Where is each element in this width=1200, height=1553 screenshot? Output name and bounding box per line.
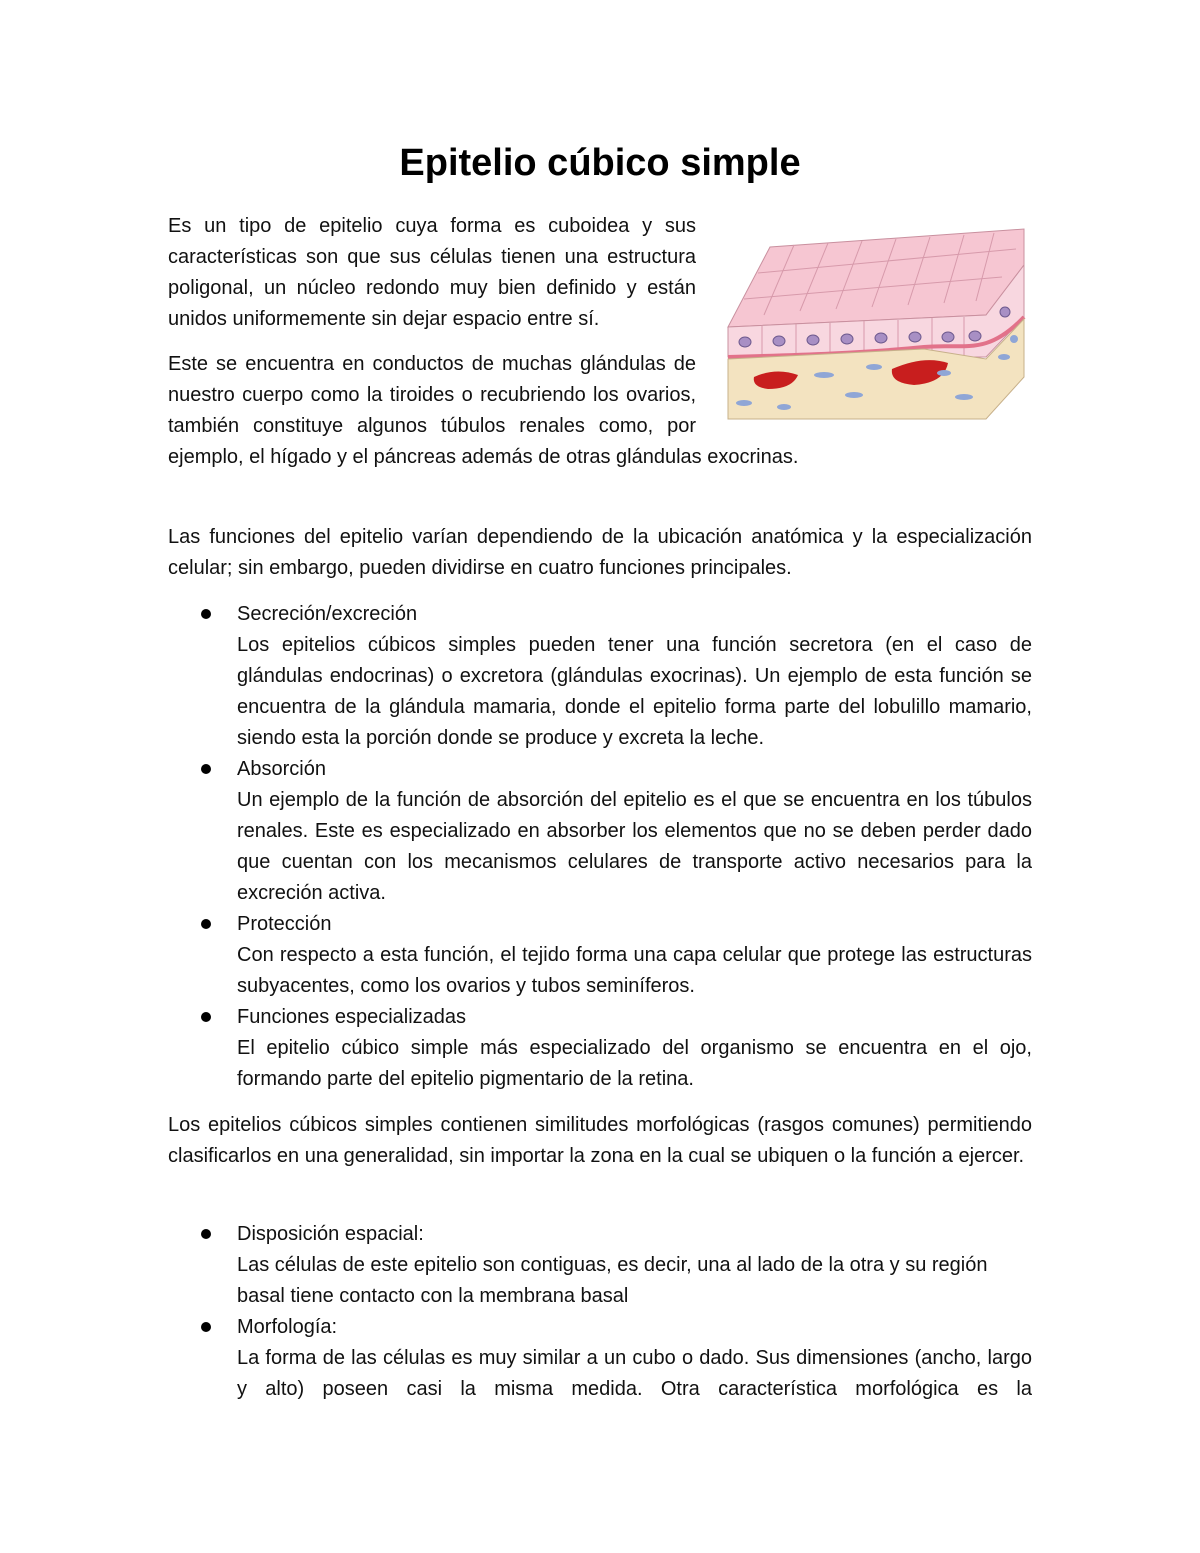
list-item-title: Disposición espacial: [237, 1223, 424, 1245]
list-item [168, 1219, 1032, 1312]
morphology-intro [168, 1110, 1032, 1172]
epithelium-illustration [724, 207, 1044, 437]
functions-list [168, 599, 1032, 1095]
bullet-icon [201, 609, 211, 619]
list-item-description: Los epitelios cúbicos simples pueden tener una función secretora (en el caso de glándulas endocrinas) o excretora (glándulas exocrinas). Un ejemplo de esta función se encuentra de la glándula mamaria, donde el epitelio forma parte del lobulillo mamario, siendo esta la porción donde se produce y excreta la leche. [237, 634, 1032, 749]
list-item-description: Las células de este epitelio son contiguas, es decir, una al lado de la otra y su región basal tiene contacto con la membrana basal [237, 1254, 988, 1307]
list-item [168, 1312, 1032, 1405]
list-item-description: Con respecto a esta función, el tejido forma una capa celular que protege las estructuras subyacentes, como los ovarios y tubos seminíferos. [237, 944, 1032, 997]
intro-section [168, 211, 1032, 473]
morphology-intro-paragraph: Los epitelios cúbicos simples contienen similitudes morfológicas (rasgos comunes) permitiendo clasificarlos en una generalidad, sin importar la zona en la cual se ubiquen o la función a ejercer. [168, 1114, 1032, 1167]
bullet-icon [201, 1229, 211, 1239]
list-item-title: Protección [237, 913, 332, 935]
list-item-title: Secreción/excreción [237, 603, 418, 625]
list-item-title: Morfología: [237, 1316, 338, 1338]
page-title: Epitelio cúbico simple [399, 142, 801, 184]
features-list [168, 1219, 1032, 1405]
list-item-title: Funciones especializadas [237, 1006, 467, 1028]
list-item [168, 909, 1032, 1002]
functions-intro-paragraph: Las funciones del epitelio varían dependiendo de la ubicación anatómica y la especialización celular; sin embargo, pueden dividirse en cuatro funciones principales. [168, 526, 1032, 579]
list-item [168, 599, 1032, 754]
list-item-title: Absorción [237, 758, 326, 780]
functions-intro [168, 522, 1032, 584]
list-item-description: La forma de las células es muy similar a un cubo o dado. Sus dimensiones (ancho, largo y alto) poseen casi la misma medida. Otra característica morfológica es la [237, 1347, 1032, 1400]
bullet-icon [201, 764, 211, 774]
bullet-icon [201, 919, 211, 929]
list-item [168, 1002, 1032, 1095]
intro-paragraph-1: Es un tipo de epitelio cuya forma es cuboidea y sus características son que sus células tienen una estructura poligonal, un núcleo redondo muy bien definido y están unidos uniformemente sin dejar espacio entre sí. [168, 215, 696, 330]
list-item [168, 754, 1032, 909]
list-item-description: El epitelio cúbico simple más especializado del organismo se encuentra en el ojo, formando parte del epitelio pigmentario de la retina. [237, 1037, 1032, 1090]
list-item-description: Un ejemplo de la función de absorción del epitelio es el que se encuentra en los túbulos renales. Este es especializado en absorber los elementos que no se deben perder dado que cuentan con los mecanismos celulares de transporte activo necesarios para la excreción activa. [237, 789, 1032, 904]
cell-top-surface [728, 229, 1024, 327]
bullet-icon [201, 1322, 211, 1332]
intro-paragraph-2: Este se encuentra en conductos de muchas glándulas de nuestro cuerpo como la tiroides o recubriendo los ovarios, también constituye algunos túbulos renales como, por ejemplo, el hígado y el páncreas además de otras glándulas exocrinas. [168, 353, 799, 468]
bullet-icon [201, 1012, 211, 1022]
